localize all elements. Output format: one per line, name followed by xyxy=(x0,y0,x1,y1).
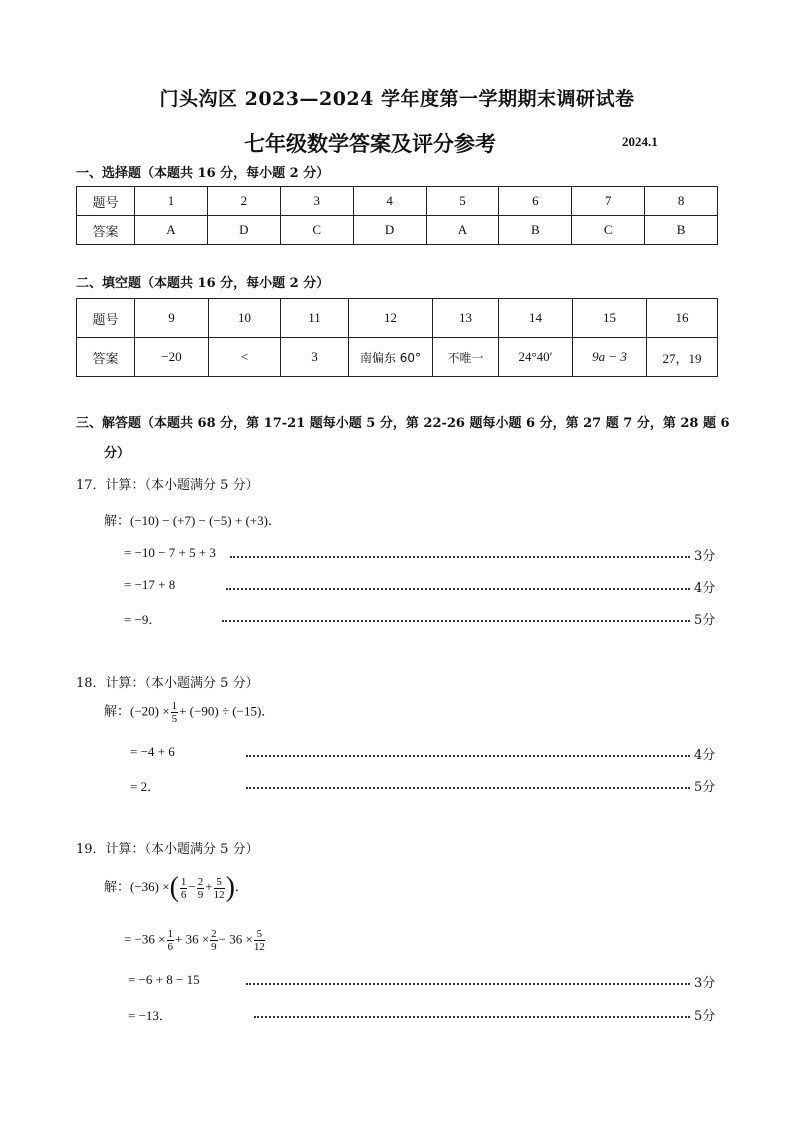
q18-step: = −4 + 6 xyxy=(130,744,175,759)
answer-cell: D xyxy=(353,216,426,245)
q18-step: = 2． xyxy=(130,779,161,794)
fraction xyxy=(210,928,218,953)
q17-step: = −10 − 7 + 5 + 3 xyxy=(124,545,216,560)
table-row xyxy=(77,299,718,338)
step-score: 5分 xyxy=(694,780,716,795)
fraction-denominator: 6 xyxy=(180,888,187,901)
q19-step: = −6 + 8 − 15 xyxy=(128,972,200,987)
answer-cell: C xyxy=(572,216,645,245)
section2-heading: 二、填空题（本题共 16 分，每小题 2 分） xyxy=(76,276,330,291)
dotted-leader xyxy=(222,620,690,622)
q18-problem-post: + (−90) ÷ (−15)． xyxy=(179,703,275,719)
answer-cell: D xyxy=(207,216,280,245)
question-number: 13 xyxy=(433,299,499,338)
section1-heading: 一、选择题（本题共 16 分，每小题 2 分） xyxy=(76,166,330,181)
answer-cell: −20 xyxy=(135,338,209,377)
choice-answer-table xyxy=(76,186,718,245)
q17-step: = −17 + 8 xyxy=(124,577,176,592)
question-number: 4 xyxy=(353,187,426,216)
step-score: 3分 xyxy=(694,549,716,564)
answer-cell: 24°40′ xyxy=(499,338,573,377)
fill-answer-table xyxy=(76,298,718,377)
fraction-denominator: 6 xyxy=(167,941,173,953)
question-number: 15 xyxy=(573,299,647,338)
question-number: 1 xyxy=(135,187,208,216)
table-row xyxy=(77,216,718,245)
exam-title: 门头沟区 2023—2024 学年度第一学期期末调研试卷 xyxy=(159,88,635,110)
q17-step: = −9． xyxy=(124,612,162,627)
fraction-numerator: 5 xyxy=(214,876,225,889)
fraction-denominator: 9 xyxy=(211,941,217,953)
answer-cell: 9a − 3 xyxy=(573,338,647,377)
fraction-denominator: 9 xyxy=(197,888,204,901)
answer-cell: 南偏东 60° xyxy=(349,338,433,377)
fraction-denominator: 5 xyxy=(171,713,178,725)
exam-date: 2024.1 xyxy=(622,134,658,149)
fraction xyxy=(197,876,205,901)
table-row xyxy=(77,338,718,377)
question-number: 12 xyxy=(349,299,433,338)
question-number: 10 xyxy=(209,299,281,338)
question-number: 2 xyxy=(207,187,280,216)
question-number: 11 xyxy=(281,299,349,338)
question-number: 16 xyxy=(647,299,718,338)
dotted-leader xyxy=(230,556,690,558)
dotted-leader xyxy=(246,787,690,789)
q19-step: = −13． xyxy=(128,1008,172,1023)
section3-heading-cont: 分） xyxy=(104,446,131,461)
q19-problem-pre: 解：(−36) × xyxy=(104,878,170,894)
answer-cell: 27，19 xyxy=(647,338,718,377)
question-number: 14 xyxy=(499,299,573,338)
answer-cell: A xyxy=(135,216,208,245)
q19-step-expanded xyxy=(124,928,266,953)
q17-problem: 解：(−10) − (+7) − (−5) + (+3)． xyxy=(104,513,281,528)
dotted-leader xyxy=(254,1016,690,1018)
answer-cell: B xyxy=(645,216,718,245)
step-score: 4分 xyxy=(694,581,716,596)
fraction-numerator: 5 xyxy=(254,928,265,941)
question-number: 9 xyxy=(135,299,209,338)
q19-problem: 解：(−36) ×( $\frac{1}{6}$ − $\frac{2}{9}$ + $\frac{5}{12}$ )． xyxy=(104,872,248,903)
answer-cell: 3 xyxy=(281,338,349,377)
table-row xyxy=(77,187,718,216)
question-number: 8 xyxy=(645,187,718,216)
question-number: 3 xyxy=(280,187,353,216)
step-score: 5分 xyxy=(694,1009,716,1024)
question-number: 5 xyxy=(426,187,499,216)
q19-step-part: − 36 × xyxy=(218,931,253,947)
fraction-numerator: 1 xyxy=(167,928,173,940)
section3-heading: 三、解答题（本题共 68 分，第 17-21 题每小题 5 分，第 22-26 题每小题 6 分，第 27 题 7 分，第 28 题 6 xyxy=(76,416,730,431)
row-label: 答案 xyxy=(77,338,135,377)
fraction xyxy=(171,700,179,725)
answer-key-title: 七年级数学答案及评分参考 xyxy=(244,131,496,156)
step-score: 5分 xyxy=(694,613,716,628)
answer-cell: B xyxy=(499,216,572,245)
left-paren-glyph: ( xyxy=(169,872,179,903)
fraction-denominator: 12 xyxy=(253,941,265,953)
step-score: 3分 xyxy=(694,976,716,991)
fraction-numerator: 1 xyxy=(180,875,187,888)
dotted-leader xyxy=(246,755,690,757)
answer-cell: 不唯一 xyxy=(433,338,499,377)
fraction-numerator: 2 xyxy=(211,928,217,940)
q19-step-part: + 36 × xyxy=(175,931,210,947)
answer-cell: < xyxy=(209,338,281,377)
row-label: 答案 xyxy=(77,216,135,245)
q18-title: 18．计算：（本小题满分 5 分） xyxy=(76,676,259,691)
fraction-numerator: 2 xyxy=(197,875,204,888)
dotted-leader xyxy=(246,983,690,985)
question-number: 6 xyxy=(499,187,572,216)
q18-problem-pre: 解：(−20) × xyxy=(104,703,170,719)
q17-title: 17．计算：（本小题满分 5 分） xyxy=(76,478,259,493)
fraction xyxy=(254,928,265,953)
answer-cell: C xyxy=(280,216,353,245)
dotted-leader xyxy=(226,588,690,590)
q18-problem xyxy=(104,700,274,725)
row-label: 题号 xyxy=(77,187,135,216)
row-label: 题号 xyxy=(77,299,135,338)
fraction xyxy=(180,876,188,901)
question-number: 7 xyxy=(572,187,645,216)
fraction-denominator: 12 xyxy=(213,888,225,901)
answer-cell: A xyxy=(426,216,499,245)
q19-step-part: = −36 × xyxy=(124,931,166,947)
step-score: 4分 xyxy=(694,748,716,763)
fraction xyxy=(167,928,175,953)
right-paren-glyph: ) xyxy=(225,872,235,903)
fraction xyxy=(214,876,225,901)
fraction-numerator: 1 xyxy=(171,700,178,712)
q19-title: 19．计算：（本小题满分 5 分） xyxy=(76,842,259,857)
